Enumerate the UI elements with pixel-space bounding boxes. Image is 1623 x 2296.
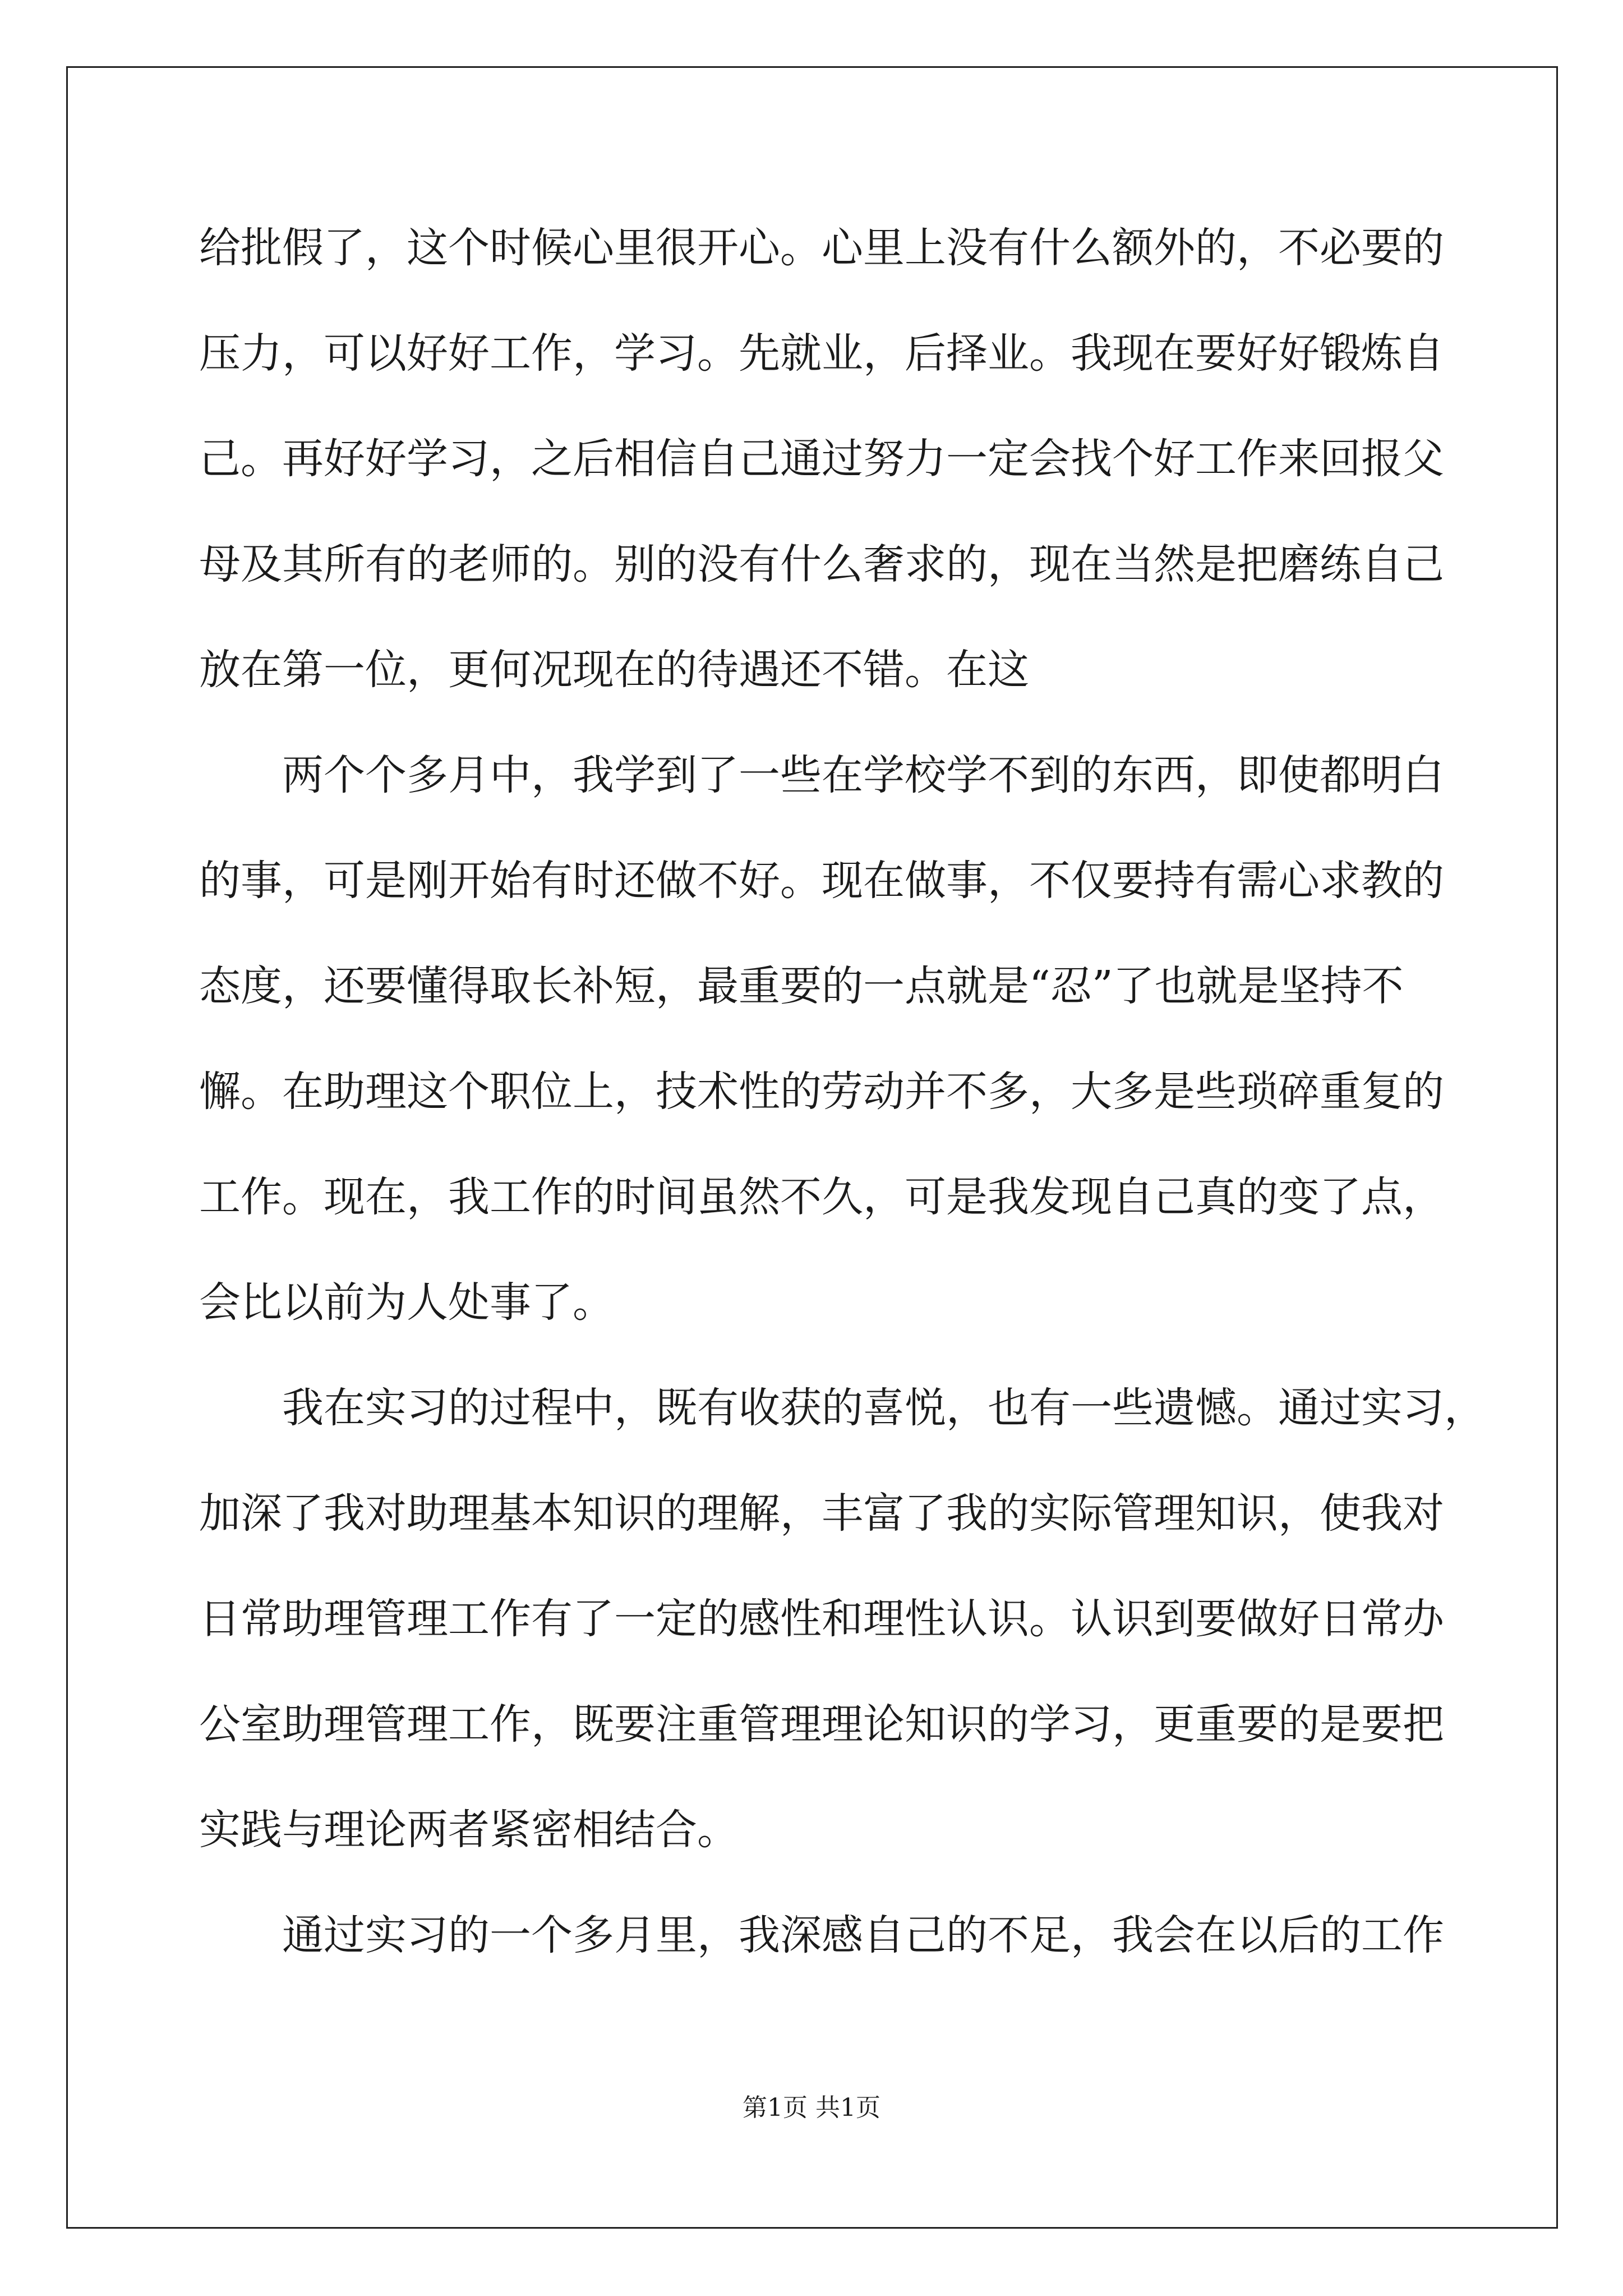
- body-text-line: 的事，可是刚开始有时还做不好。现在做事，不仅要持有需心求教的: [199, 857, 1444, 905]
- paragraph-first-line: 通过实习的一个多月里，我深感自己的不足，我会在以后的工作: [282, 1911, 1444, 1959]
- body-text-line: 母及其所有的老师的。别的没有什么奢求的，现在当然是把磨练自己: [199, 540, 1444, 588]
- body-text-line: 态度，还要懂得取长补短，最重要的一点就是“忍”了也就是坚持不: [199, 962, 1404, 1010]
- body-text-line: 实践与理论两者紧密相结合。: [199, 1806, 739, 1854]
- body-text-line: 懈。在助理这个职位上，技术性的劳动并不多，大多是些琐碎重复的: [199, 1068, 1444, 1116]
- body-text-line: 加深了我对助理基本知识的理解，丰富了我的实际管理知识，使我对: [199, 1489, 1444, 1538]
- paragraph-first-line: 我在实习的过程中，既有收获的喜悦，也有一些遗憾。通过实习，: [282, 1384, 1486, 1432]
- body-text-line: 放在第一位，更何况现在的待遇还不错。在这: [199, 646, 1029, 694]
- body-text-line: 己。再好好学习，之后相信自己通过努力一定会找个好工作来回报父: [199, 435, 1444, 483]
- page-number-footer: 第1页 共1页: [743, 2093, 880, 2122]
- page-frame: [66, 66, 1558, 2229]
- paragraph-first-line: 两个个多月中，我学到了一些在学校学不到的东西，即使都明白: [282, 751, 1444, 799]
- body-text-line: 压力，可以好好工作，学习。先就业，后择业。我现在要好好锻炼自: [199, 329, 1444, 378]
- body-text-line: 给批假了，这个时候心里很开心。心里上没有什么额外的，不必要的: [199, 224, 1444, 272]
- body-text-line: 工作。现在，我工作的时间虽然不久，可是我发现自己真的变了点，: [199, 1173, 1444, 1221]
- body-text-line: 会比以前为人处事了。: [199, 1278, 614, 1327]
- body-text-line: 日常助理管理工作有了一定的感性和理性认识。认识到要做好日常办: [199, 1595, 1444, 1643]
- body-text-line: 公室助理管理工作，既要注重管理理论知识的学习，更重要的是要把: [199, 1700, 1444, 1749]
